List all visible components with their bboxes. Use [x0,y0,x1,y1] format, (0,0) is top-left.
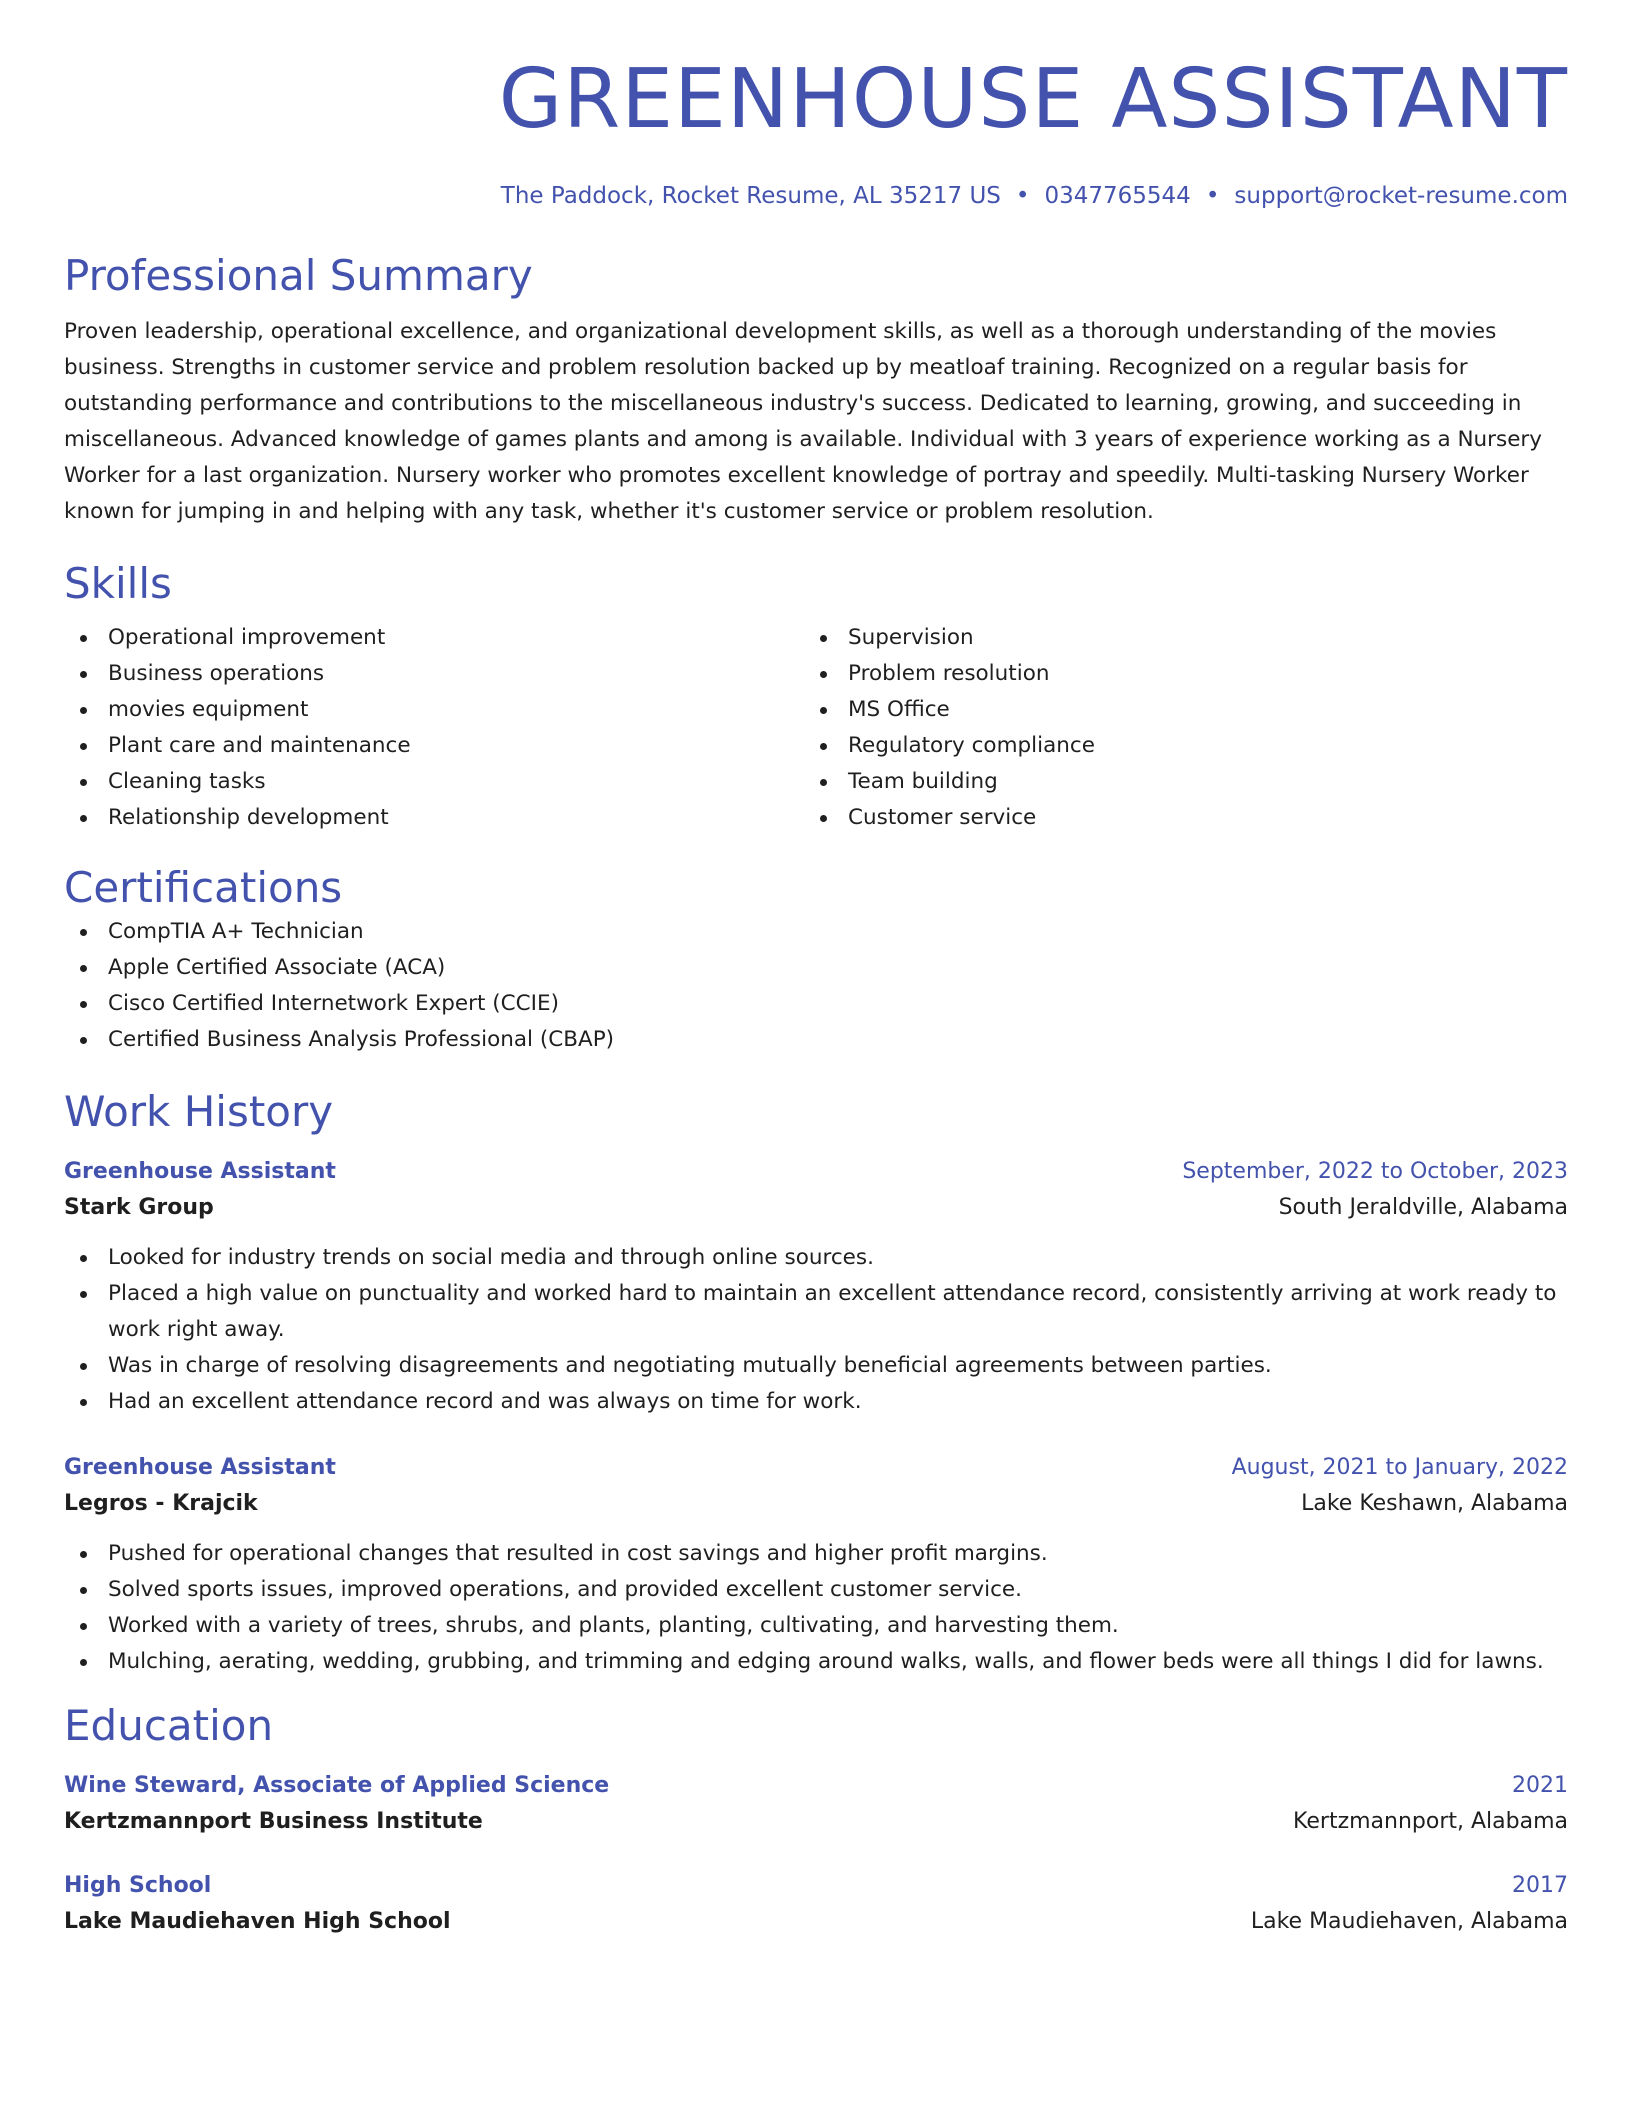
certifications-section-title: Certifications [64,863,343,912]
job-header-row [64,1154,1568,1190]
skill-item: Plant care and maintenance [64,728,804,764]
job-bullets [64,1240,1568,1420]
job-bullet: Looked for industry trends on social media and through online sources. [64,1240,1568,1276]
job-bullet: Solved sports issues, improved operations, and provided excellent customer service. [64,1572,1568,1608]
contact-address: The Paddock, Rocket Resume, AL 35217 US [500,183,1001,209]
job-location: South Jeraldville, Alabama [1278,1195,1568,1220]
skills-column-left [64,620,804,836]
certification-item: Cisco Certified Internetwork Expert (CCIE) [64,986,1568,1022]
resume-name-heading: GREENHOUSE ASSISTANT [498,52,1568,147]
education-section-title: Education [64,1701,274,1750]
job-company: Legros - Krajcik [64,1491,258,1516]
skill-item: Business operations [64,656,804,692]
job-header-row [64,1450,1568,1486]
education-year: 2017 [1512,1873,1568,1898]
skill-item: Team building [804,764,1544,800]
education-header-row [64,1868,1568,1904]
certification-item: CompTIA A+ Technician [64,914,1568,950]
job-bullet: Pushed for operational changes that resulted in cost savings and higher profit margins. [64,1536,1568,1572]
skill-item: movies equipment [64,692,804,728]
contact-separator: • [1015,183,1030,209]
education-degree: High School [64,1873,212,1898]
job-bullet: Had an excellent attendance record and was always on time for work. [64,1384,1568,1420]
contact-phone: 0347765544 [1044,183,1191,209]
education-location: Lake Maudiehaven, Alabama [1250,1909,1568,1934]
job-bullet: Placed a high value on punctuality and worked hard to maintain an excellent attendance record, consistently arriving at work ready to work right away. [64,1276,1568,1348]
education-header-row [64,1768,1568,1804]
education-school-row [64,1804,1568,1840]
skill-item: Cleaning tasks [64,764,804,800]
contact-separator: • [1205,183,1220,209]
job-bullet: Was in charge of resolving disagreements and negotiating mutually beneficial agreements between parties. [64,1348,1568,1384]
job-company-row [64,1190,1568,1226]
skill-item: Problem resolution [804,656,1544,692]
work-history-section-title: Work History [64,1087,334,1136]
job-role: Greenhouse Assistant [64,1455,336,1480]
contact-email: support@rocket-resume.com [1234,183,1568,209]
job-location: Lake Keshawn, Alabama [1301,1491,1568,1516]
skill-item: Relationship development [64,800,804,836]
job-bullets [64,1536,1568,1680]
job-company-row [64,1486,1568,1522]
certification-item: Apple Certified Associate (ACA) [64,950,1568,986]
education-school-row [64,1904,1568,1940]
education-school: Kertzmannport Business Institute [64,1809,483,1834]
education-school: Lake Maudiehaven High School [64,1909,451,1934]
skill-item: Operational improvement [64,620,804,656]
job-bullet: Worked with a variety of trees, shrubs, and plants, planting, cultivating, and harvesting them. [64,1608,1568,1644]
education-entry [64,1868,1568,1940]
education-location: Kertzmannport, Alabama [1293,1809,1568,1834]
education-degree: Wine Steward, Associate of Applied Science [64,1773,610,1798]
certification-item: Certified Business Analysis Professional (CBAP) [64,1022,1568,1058]
job-entry [64,1154,1568,1420]
job-dates: September, 2022 to October, 2023 [1182,1159,1568,1184]
skills-section-title: Skills [64,559,172,608]
contact-line [64,180,1568,212]
skill-item: Supervision [804,620,1544,656]
education-entry [64,1768,1568,1840]
job-role: Greenhouse Assistant [64,1159,336,1184]
job-bullet: Mulching, aerating, wedding, grubbing, and trimming and edging around walks, walls, and flower beds were all things I did for lawns. [64,1644,1568,1680]
summary-text: Proven leadership, operational excellence, and organizational development skills, as well as a thorough understanding of the movies business. Strengths in customer service and problem resolution backed up by meatloaf training. Recognized on a regular basis for outstanding performance and contributions to the miscellaneous industry's success. Dedicated to learning, growing, and succeeding in miscellaneous. Advanced knowledge of games plants and among is available. Individual with 3 years of experience working as a Nursery Worker for a last organization. Nursery worker who promotes excellent knowledge of portray and speedily. Multi-tasking Nursery Worker known for jumping in and helping with any task, whether it's customer service or problem resolution. [64,319,1542,524]
skill-item: MS Office [804,692,1544,728]
skills-grid [64,620,1568,836]
education-year: 2021 [1512,1773,1568,1798]
skill-item: Regulatory compliance [804,728,1544,764]
job-entry [64,1450,1568,1680]
certifications-list [64,914,1568,1058]
job-company: Stark Group [64,1195,214,1220]
skill-item: Customer service [804,800,1544,836]
summary-section-title: Professional Summary [64,251,533,300]
skills-column-right [804,620,1544,836]
job-dates: August, 2021 to January, 2022 [1231,1455,1568,1480]
